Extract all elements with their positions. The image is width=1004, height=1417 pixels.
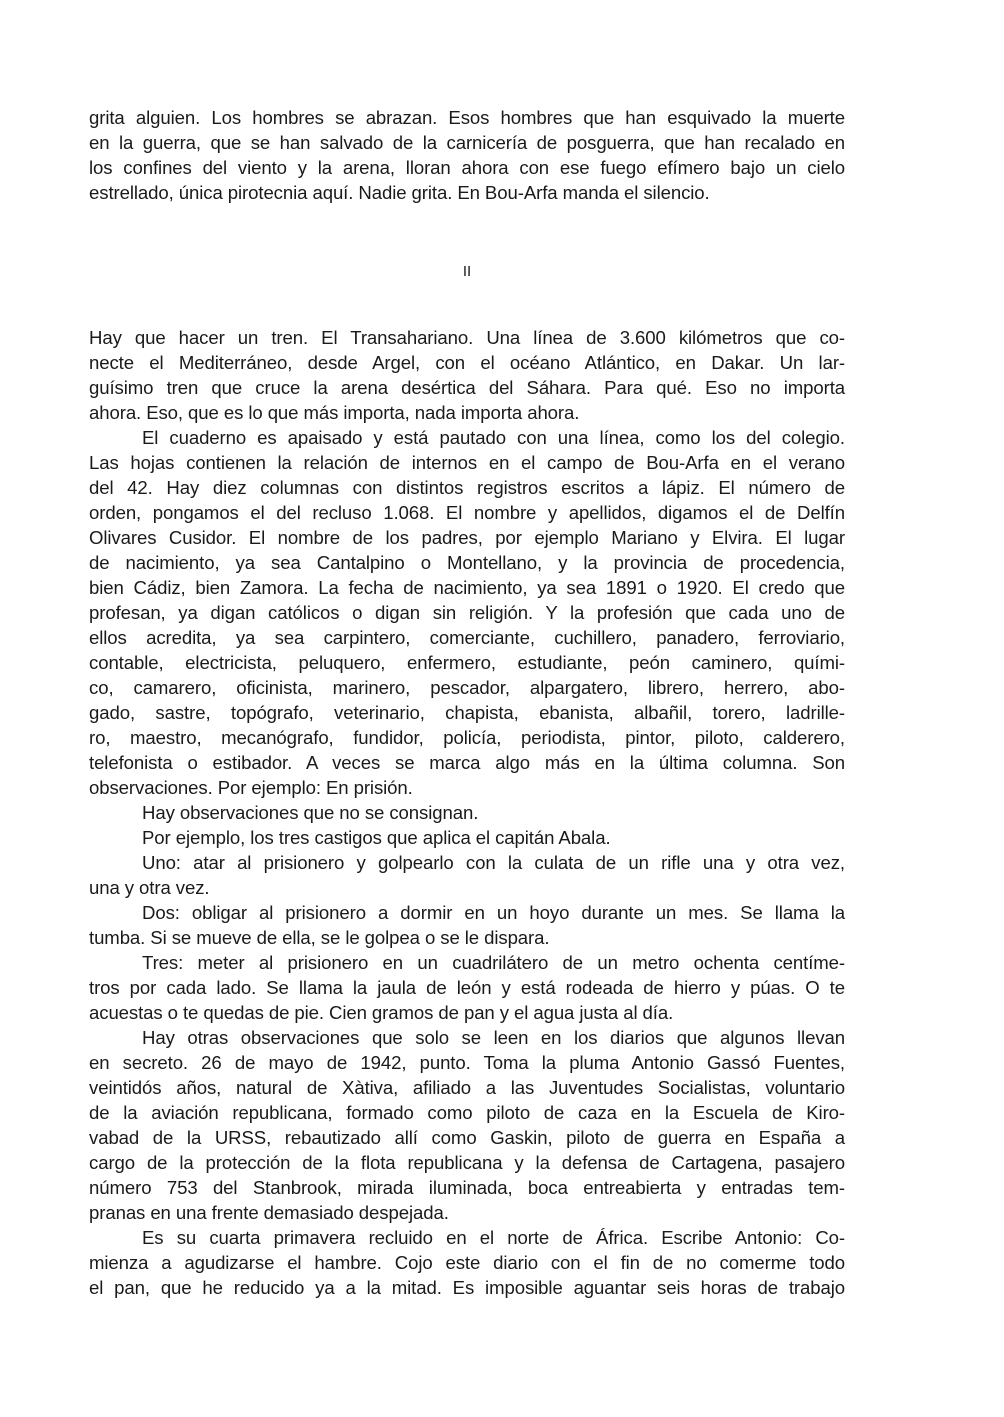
text-line: necte el Mediterráneo, desde Argel, con el océano Atlántico, en Dakar. Un lar- [89,352,845,373]
opening-paragraph [89,105,845,205]
paragraph [89,825,845,850]
text-line: Dos: obligar al prisionero a dormir en un hoyo durante un mes. Se llama la [142,902,845,923]
text-line: acuestas o te quedas de pie. Cien gramos de pan y el agua justa al día. [89,1002,674,1023]
text-line: observaciones. Por ejemplo: En prisión. [89,777,413,798]
text-line: Hay otras observaciones que solo se leen en los diarios que algunos llevan [142,1027,845,1048]
text-line: vabad de la URSS, rebautizado allí como Gaskin, piloto de guerra en España a [89,1127,845,1148]
text-line: Las hojas contienen la relación de internos en el campo de Bou-Arfa en el verano [89,452,845,473]
text-line: tros por cada lado. Se llama la jaula de león y está rodeada de hierro y púas. O te [89,977,845,998]
text-line: El cuaderno es apaisado y está pautado con una línea, como los del colegio. [142,427,845,448]
text-line: ahora. Eso, que es lo que más importa, nada importa ahora. [89,402,580,423]
text-line: el pan, que he reducido ya a la mitad. Es imposible aguantar seis horas de trabajo [89,1277,845,1298]
text-line: telefonista o estibador. A veces se marca algo más en la última columna. Son [89,752,845,773]
text-line: una y otra vez. [89,877,210,898]
text-line: gado, sastre, topógrafo, veterinario, chapista, ebanista, albañil, torero, ladrille- [89,702,845,723]
text-line: Hay observaciones que no se consignan. [142,802,479,823]
text-line: ellos acredita, ya sea carpintero, comerciante, cuchillero, panadero, ferroviario, [89,627,845,648]
text-line: en la guerra, que se han salvado de la carnicería de posguerra, que han recalado en [89,132,845,153]
text-line: veintidós años, natural de Xàtiva, afiliado a las Juventudes Socialistas, voluntario [89,1077,845,1098]
text-line: ro, maestro, mecanógrafo, fundidor, policía, periodista, pintor, piloto, calderero, [89,727,845,748]
paragraph [89,950,845,1025]
paragraph [89,325,845,425]
text-line: Olivares Cusidor. El nombre de los padres, por ejemplo Mariano y Elvira. El lugar [89,527,845,548]
text-line: co, camarero, oficinista, marinero, pescador, alpargatero, librero, herrero, abo- [89,677,845,698]
book-page-text [89,105,845,1300]
text-line: contable, electricista, peluquero, enfermero, estudiante, peón caminero, quími- [89,652,845,673]
text-line: tumba. Si se mueve de ella, se le golpea o se le dispara. [89,927,550,948]
text-line: número 753 del Stanbrook, mirada iluminada, boca entreabierta y entradas tem- [89,1177,845,1198]
paragraph [89,1225,845,1300]
text-line: estrellado, única pirotecnia aquí. Nadie grita. En Bou-Arfa manda el silencio. [89,182,710,203]
paragraph [89,425,845,800]
text-line: en secreto. 26 de mayo de 1942, punto. Toma la pluma Antonio Gassó Fuentes, [89,1052,845,1073]
section-body [89,325,845,1300]
text-line: guísimo tren que cruce la arena desértica del Sáhara. Para qué. Eso no importa [89,377,845,398]
paragraph [89,800,845,825]
text-line: grita alguien. Los hombres se abrazan. Esos hombres que han esquivado la muerte [89,107,845,128]
text-line: mienza a agudizarse el hambre. Cojo este diario con el fin de no comerme todo [89,1252,845,1273]
text-line: Por ejemplo, los tres castigos que aplica el capitán Abala. [142,827,611,848]
text-line: de nacimiento, ya sea Cantalpino o Montellano, y la provincia de procedencia, [89,552,845,573]
text-line: bien Cádiz, bien Zamora. La fecha de nacimiento, ya sea 1891 o 1920. El credo que [89,577,845,598]
text-line: de la aviación republicana, formado como piloto de caza en la Escuela de Kiro- [89,1102,845,1123]
text-line: Uno: atar al prisionero y golpearlo con la culata de un rifle una y otra vez, [142,852,845,873]
text-line: los confines del viento y la arena, lloran ahora con ese fuego efímero bajo un cielo [89,157,845,178]
text-line: del 42. Hay diez columnas con distintos registros escritos a lápiz. El número de [89,477,845,498]
paragraph [89,900,845,950]
section-number: II [462,263,472,280]
text-line: cargo de la protección de la flota republicana y la defensa de Cartagena, pasajero [89,1152,845,1173]
text-line: Tres: meter al prisionero en un cuadrilátero de un metro ochenta centíme- [142,952,845,973]
text-line: Hay que hacer un tren. El Transahariano. Una línea de 3.600 kilómetros que co- [89,327,845,348]
text-line: orden, pongamos el del recluso 1.068. El nombre y apellidos, digamos el de Delfín [89,502,845,523]
text-line: pranas en una frente demasiado despejada. [89,1202,449,1223]
text-line: profesan, ya digan católicos o digan sin religión. Y la profesión que cada uno de [89,602,845,623]
text-line: Es su cuarta primavera recluido en el norte de África. Escribe Antonio: Co- [142,1227,845,1248]
paragraph [89,1025,845,1225]
paragraph [89,850,845,900]
